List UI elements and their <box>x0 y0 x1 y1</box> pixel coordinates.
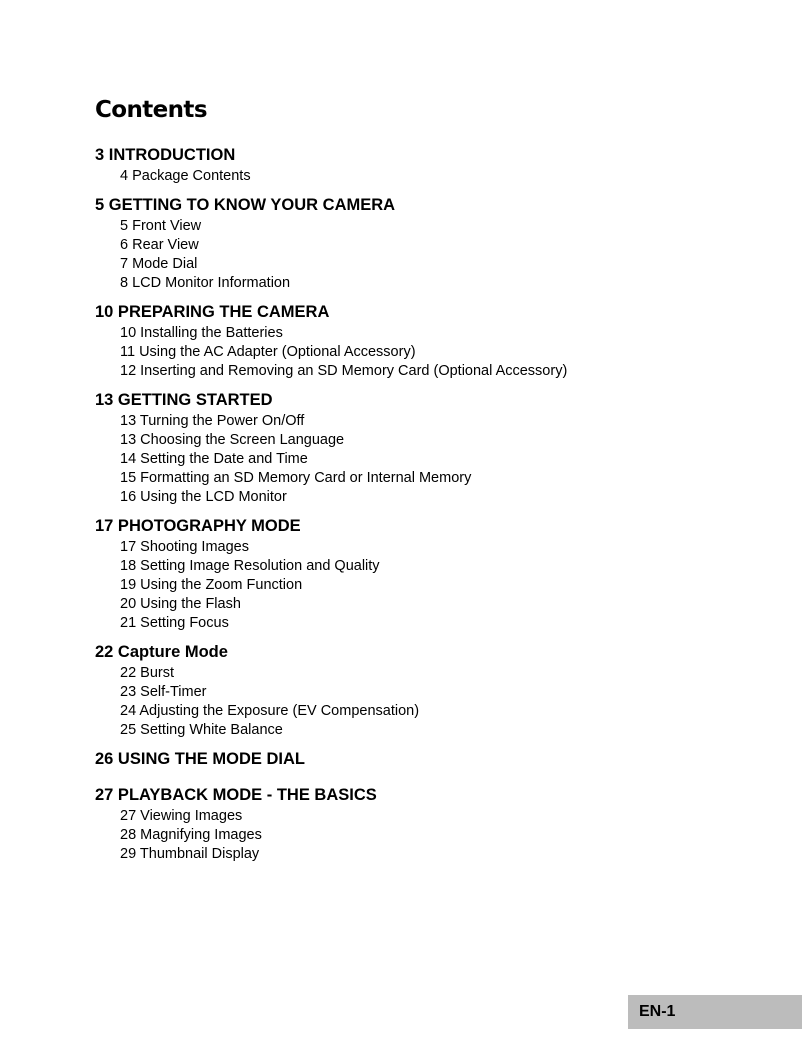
section-heading[interactable]: 10 PREPARING THE CAMERA <box>95 303 330 321</box>
toc-entry[interactable]: 4 Package Contents <box>120 168 251 184</box>
page-number: EN-1 <box>639 1003 676 1020</box>
toc-entry[interactable]: 17 Shooting Images <box>120 539 249 555</box>
toc-entry[interactable]: 12 Inserting and Removing an SD Memory Card (Optional Accessory) <box>120 363 568 379</box>
toc-entry[interactable]: 7 Mode Dial <box>120 256 198 272</box>
toc-entry[interactable]: 18 Setting Image Resolution and Quality <box>120 558 380 574</box>
toc-entry[interactable]: 28 Magnifying Images <box>120 827 262 843</box>
toc-section-preparing <box>95 301 775 381</box>
page-footer <box>628 995 802 1029</box>
toc-entry[interactable]: 29 Thumbnail Display <box>120 846 260 862</box>
table-of-contents <box>95 144 775 872</box>
toc-entry[interactable]: 11 Using the AC Adapter (Optional Accessory) <box>120 344 416 360</box>
toc-entry[interactable]: 13 Turning the Power On/Off <box>120 413 305 429</box>
section-heading[interactable]: 26 USING THE MODE DIAL <box>95 750 305 768</box>
toc-entry[interactable]: 10 Installing the Batteries <box>120 325 283 341</box>
toc-section-capture-mode <box>95 641 775 740</box>
toc-entry[interactable]: 15 Formatting an SD Memory Card or Internal Memory <box>120 470 472 486</box>
toc-entry[interactable]: 21 Setting Focus <box>120 615 229 631</box>
toc-section-playback <box>95 784 775 864</box>
page-title: Contents <box>95 97 207 123</box>
toc-section-introduction <box>95 144 775 186</box>
toc-entry[interactable]: 16 Using the LCD Monitor <box>120 489 287 505</box>
section-heading[interactable]: 17 PHOTOGRAPHY MODE <box>95 517 301 535</box>
section-heading[interactable]: 13 GETTING STARTED <box>95 391 273 409</box>
toc-section-photography <box>95 515 775 633</box>
toc-section-getting-to-know <box>95 194 775 293</box>
toc-entry[interactable]: 14 Setting the Date and Time <box>120 451 308 467</box>
section-heading[interactable]: 27 PLAYBACK MODE - THE BASICS <box>95 786 377 804</box>
toc-entry[interactable]: 8 LCD Monitor Information <box>120 275 291 291</box>
toc-entry[interactable]: 24 Adjusting the Exposure (EV Compensation) <box>120 703 420 719</box>
toc-entry[interactable]: 19 Using the Zoom Function <box>120 577 303 593</box>
toc-entry[interactable]: 20 Using the Flash <box>120 596 241 612</box>
toc-entry[interactable]: 13 Choosing the Screen Language <box>120 432 345 448</box>
toc-entry[interactable]: 6 Rear View <box>120 237 199 253</box>
section-heading[interactable]: 5 GETTING TO KNOW YOUR CAMERA <box>95 196 396 214</box>
toc-section-mode-dial <box>95 748 775 770</box>
toc-entry[interactable]: 5 Front View <box>120 218 202 234</box>
toc-entry[interactable]: 27 Viewing Images <box>120 808 243 824</box>
toc-entry[interactable]: 22 Burst <box>120 665 174 681</box>
toc-entry[interactable]: 25 Setting White Balance <box>120 722 283 738</box>
section-heading[interactable]: 3 INTRODUCTION <box>95 146 236 164</box>
toc-entry[interactable]: 23 Self-Timer <box>120 684 207 700</box>
section-heading[interactable]: 22 Capture Mode <box>95 643 228 661</box>
toc-section-getting-started <box>95 389 775 507</box>
